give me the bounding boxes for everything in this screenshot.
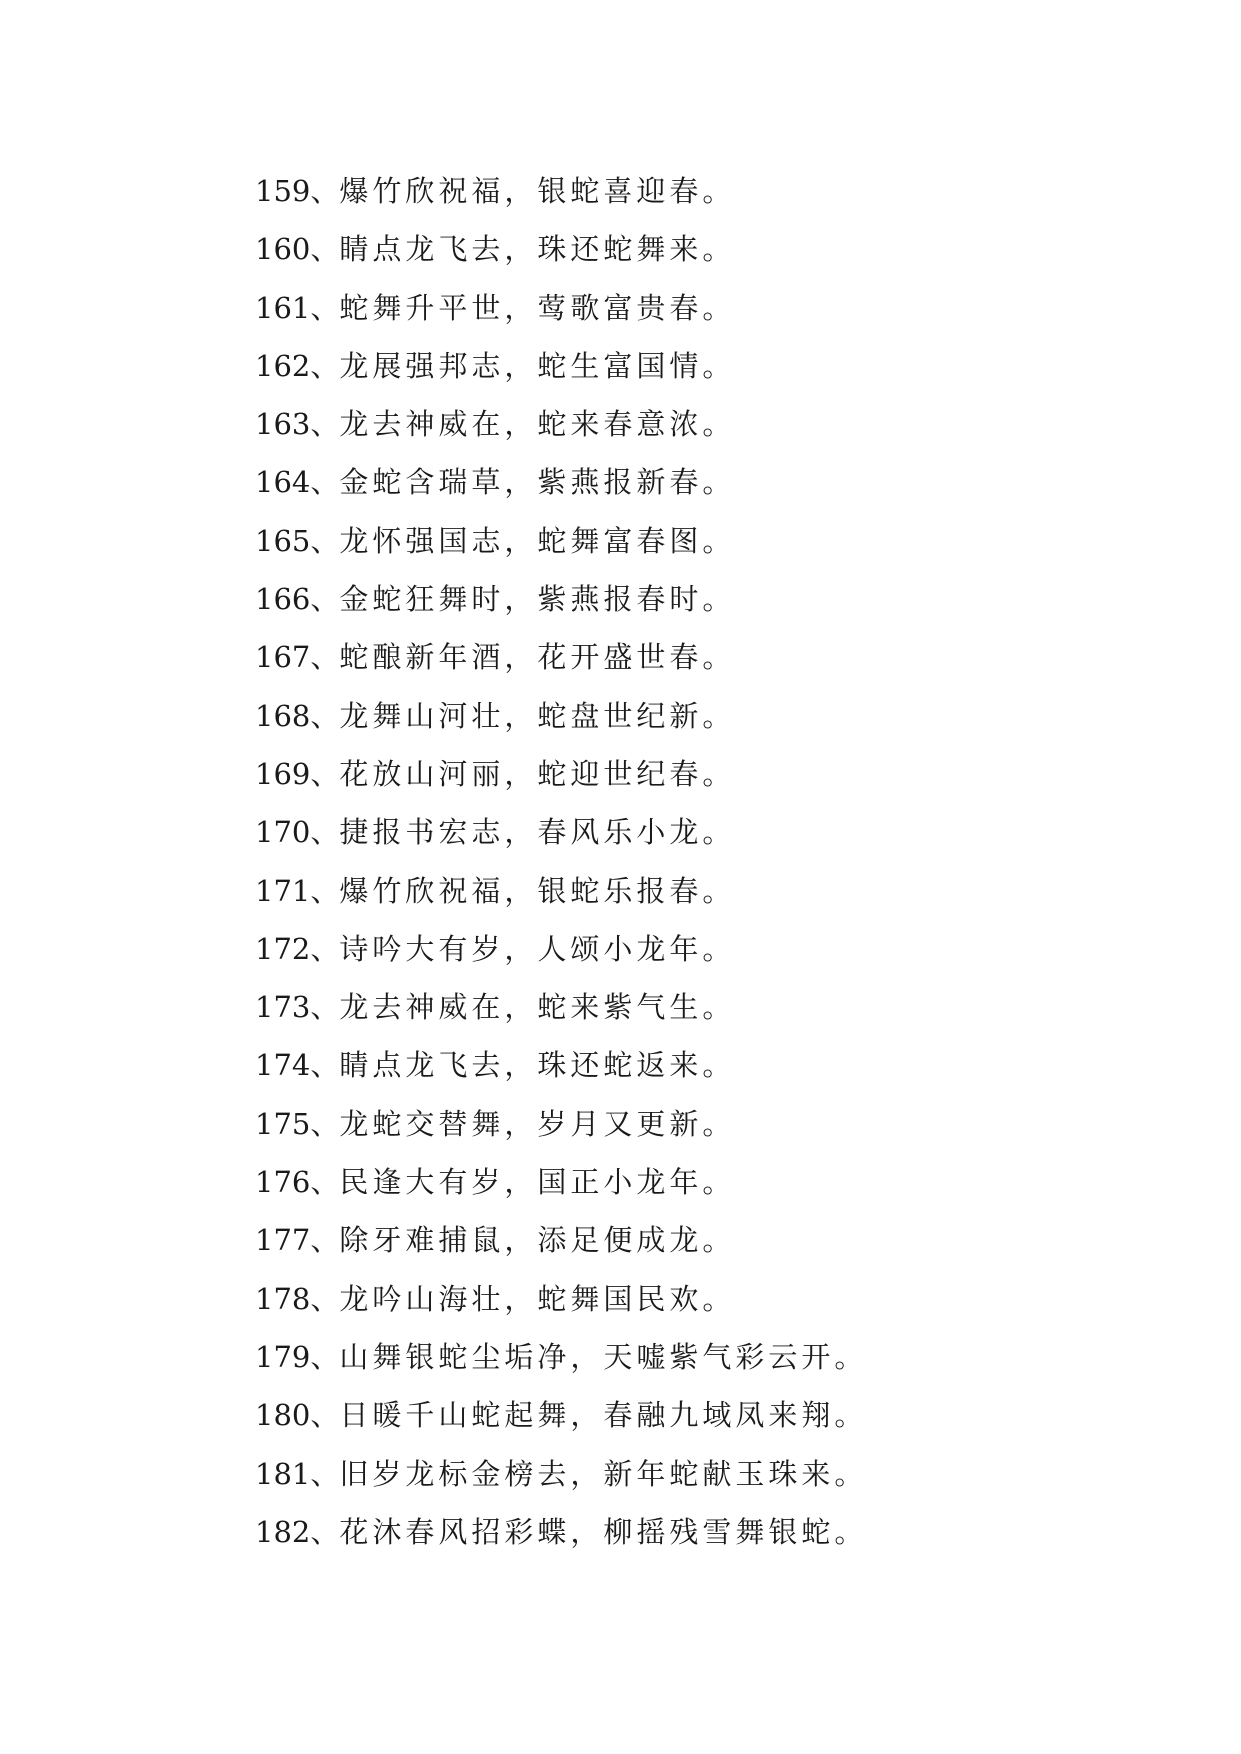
item-text: 龙怀强国志，蛇舞富春图。 (339, 523, 736, 558)
item-text: 龙展强邦志，蛇生富国情。 (339, 348, 736, 383)
item-text: 除牙难捕鼠，添足便成龙。 (339, 1223, 736, 1258)
list-item (255, 862, 867, 920)
item-number: 160、 (255, 232, 340, 267)
item-number: 159、 (255, 174, 340, 208)
item-text: 龙去神威在，蛇来紫气生。 (339, 990, 736, 1025)
item-text: 蛇酿新年酒，花开盛世春。 (339, 640, 736, 675)
item-number: 171、 (255, 873, 340, 908)
list-item (255, 745, 867, 803)
list-item (255, 395, 867, 453)
item-text: 金蛇含瑞草，紫燕报新春。 (339, 465, 736, 500)
item-text: 龙舞山河壮，蛇盘世纪新。 (339, 698, 736, 733)
list-item (255, 453, 867, 511)
list-item (255, 1386, 867, 1444)
item-number: 163、 (255, 407, 340, 442)
list-item (255, 1445, 867, 1503)
item-text: 爆竹欣祝福，银蛇喜迎春。 (339, 174, 736, 208)
item-text: 金蛇狂舞时，紫燕报春时。 (339, 582, 736, 617)
item-text: 山舞银蛇尘垢净，天嘘紫气彩云开。 (339, 1339, 868, 1374)
list-item (255, 220, 867, 278)
item-text: 诗吟大有岁，人颂小龙年。 (339, 931, 736, 966)
list-item (255, 1095, 867, 1153)
list-item (255, 1328, 867, 1386)
list-item (255, 1153, 867, 1211)
item-text: 花放山河丽，蛇迎世纪春。 (339, 756, 736, 791)
item-text: 龙蛇交替舞，岁月又更新。 (339, 1106, 736, 1141)
item-number: 161、 (255, 290, 340, 325)
list-item (255, 920, 867, 978)
list-item (255, 1503, 867, 1561)
item-number: 168、 (255, 698, 340, 733)
item-text: 捷报书宏志，春风乐小龙。 (339, 815, 736, 850)
list-item (255, 337, 867, 395)
item-text: 蛇舞升平世，莺歌富贵春。 (339, 290, 736, 325)
list-item (255, 628, 867, 686)
list-item (255, 570, 867, 628)
list-item (255, 803, 867, 861)
item-number: 162、 (255, 348, 340, 383)
item-text: 睛点龙飞去，珠还蛇返来。 (339, 1048, 736, 1083)
item-number: 181、 (255, 1456, 340, 1491)
item-text: 日暖千山蛇起舞，春融九域凤来翔。 (339, 1398, 868, 1433)
item-number: 173、 (255, 990, 340, 1025)
item-number: 174、 (255, 1048, 340, 1083)
item-text: 花沐春风招彩蝶，柳摇残雪舞银蛇。 (339, 1514, 868, 1549)
item-text: 龙去神威在，蛇来春意浓。 (339, 407, 736, 442)
list-item (255, 1270, 867, 1328)
item-number: 167、 (255, 640, 340, 675)
list-item (255, 279, 867, 337)
list-item (255, 1211, 867, 1269)
item-text: 龙吟山海壮，蛇舞国民欢。 (339, 1281, 736, 1316)
item-text: 民逢大有岁，国正小龙年。 (339, 1165, 736, 1200)
item-number: 175、 (255, 1106, 340, 1141)
list-item (255, 512, 867, 570)
item-text: 旧岁龙标金榜去，新年蛇献玉珠来。 (339, 1456, 868, 1491)
item-number: 178、 (255, 1281, 340, 1316)
list-item (255, 978, 867, 1036)
item-number: 177、 (255, 1223, 340, 1258)
item-text: 睛点龙飞去，珠还蛇舞来。 (339, 232, 736, 267)
item-number: 180、 (255, 1398, 340, 1433)
item-number: 169、 (255, 756, 340, 791)
item-text: 爆竹欣祝福，银蛇乐报春。 (339, 873, 736, 908)
item-number: 166、 (255, 582, 340, 617)
item-number: 164、 (255, 465, 340, 500)
item-number: 165、 (255, 523, 340, 558)
list-item (255, 162, 867, 220)
item-number: 170、 (255, 815, 340, 850)
list-item (255, 687, 867, 745)
couplet-list (255, 162, 867, 1561)
item-number: 182、 (255, 1514, 340, 1549)
list-item (255, 1036, 867, 1094)
item-number: 176、 (255, 1165, 340, 1200)
item-number: 172、 (255, 931, 340, 966)
item-number: 179、 (255, 1339, 340, 1374)
